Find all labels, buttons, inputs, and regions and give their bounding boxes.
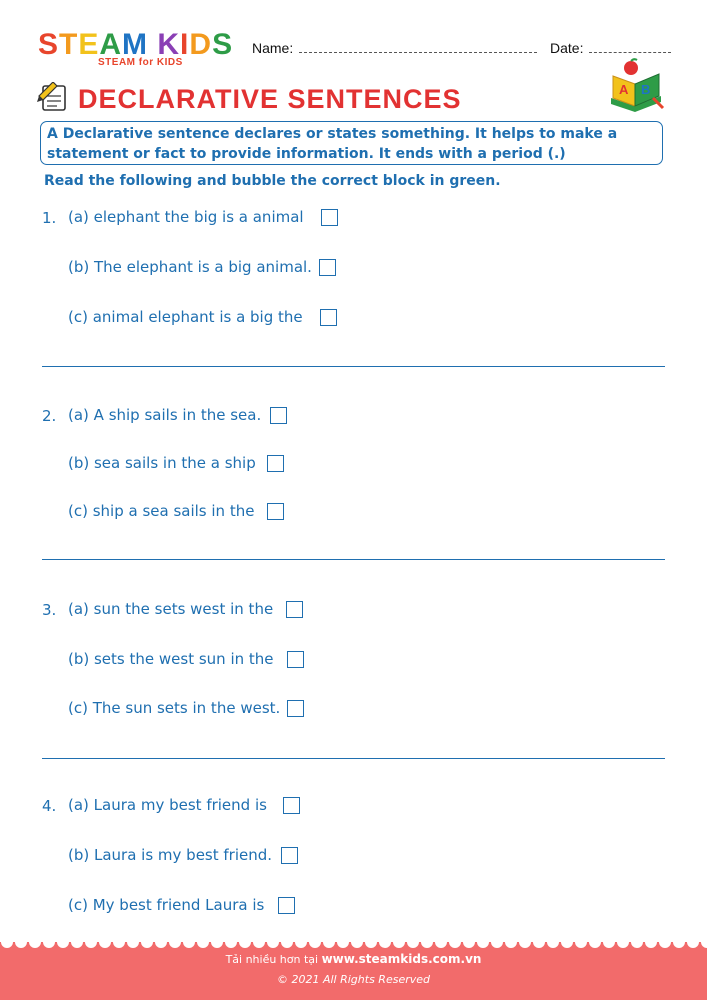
answer-checkbox[interactable] — [281, 847, 298, 864]
footer-more-text: Tải nhiều hơn tại — [225, 953, 322, 966]
answer-option-text: (c) My best friend Laura is — [68, 896, 265, 914]
logo-letter: D — [189, 28, 213, 61]
footer-copyright: © 2021 All Rights Reserved — [276, 973, 430, 986]
date-field[interactable] — [550, 40, 671, 56]
answer-option-text: (b) The elephant is a big animal. — [68, 258, 312, 276]
name-line[interactable] — [299, 43, 537, 53]
question-number: 2. — [42, 407, 57, 425]
answer-checkbox[interactable] — [283, 797, 300, 814]
answer-option-text: (a) elephant the big is a animal — [68, 208, 304, 226]
svg-text:A: A — [619, 82, 629, 97]
answer-checkbox[interactable] — [267, 503, 284, 520]
answer-option[interactable] — [68, 406, 287, 424]
name-field[interactable] — [252, 40, 537, 56]
answer-option-text: (b) sets the west sun in the — [68, 650, 274, 668]
logo-letter: M — [122, 28, 149, 61]
answer-checkbox[interactable] — [319, 259, 336, 276]
logo-letter: T — [59, 28, 79, 61]
instruction-text: Read the following and bubble the correct block in green. — [44, 173, 501, 189]
abc-books-icon — [607, 58, 665, 112]
definition-box: A Declarative sentence declares or states something. It helps to make a statement or fact to provide information. It ends with a period (.) — [40, 121, 663, 165]
date-line[interactable] — [589, 43, 671, 53]
answer-checkbox[interactable] — [287, 651, 304, 668]
logo-subtitle: STEAM for KIDS — [98, 57, 183, 68]
footer-website-link[interactable]: www.steamkids.com.vn — [321, 952, 482, 966]
footer-band — [0, 942, 707, 1000]
answer-option-text: (a) Laura my best friend is — [68, 796, 267, 814]
question-number: 3. — [42, 601, 57, 619]
answer-checkbox[interactable] — [320, 309, 337, 326]
name-label: Name: — [252, 40, 294, 56]
answer-option[interactable] — [68, 846, 298, 864]
answer-checkbox[interactable] — [270, 407, 287, 424]
answer-option[interactable] — [68, 796, 300, 814]
scallop-edge — [0, 942, 707, 952]
answer-option-text: (a) sun the sets west in the — [68, 600, 274, 618]
answer-option[interactable] — [68, 896, 295, 914]
section-divider — [42, 366, 665, 367]
answer-option[interactable] — [68, 258, 336, 276]
logo-letter: A — [99, 28, 123, 61]
answer-option-text: (c) ship a sea sails in the — [68, 502, 255, 520]
section-divider — [42, 559, 665, 560]
answer-option[interactable] — [68, 650, 304, 668]
answer-option-text: (b) Laura is my best friend. — [68, 846, 273, 864]
answer-option[interactable] — [68, 502, 284, 520]
question-number: 4. — [42, 797, 57, 815]
logo-letter — [148, 30, 157, 60]
steam-kids-logo — [38, 30, 238, 70]
logo-letter: E — [78, 28, 100, 61]
answer-checkbox[interactable] — [267, 455, 284, 472]
answer-option-text: (c) The sun sets in the west. — [68, 699, 281, 717]
answer-option[interactable] — [68, 454, 284, 472]
svg-text:B: B — [641, 82, 651, 97]
answer-checkbox[interactable] — [287, 700, 304, 717]
answer-option[interactable] — [68, 699, 304, 717]
logo-wordmark — [38, 30, 238, 60]
logo-letter: S — [212, 28, 234, 61]
answer-option-text: (a) A ship sails in the sea. — [68, 406, 262, 424]
footer-website-line — [0, 952, 707, 966]
question-number: 1. — [42, 209, 57, 227]
answer-checkbox[interactable] — [321, 209, 338, 226]
date-label: Date: — [550, 40, 584, 56]
page-title: DECLARATIVE SENTENCES — [78, 84, 462, 114]
logo-letter: K — [157, 28, 181, 61]
answer-checkbox[interactable] — [278, 897, 295, 914]
logo-letter: I — [180, 28, 190, 61]
section-divider — [42, 758, 665, 759]
answer-option-text: (b) sea sails in the a ship — [68, 454, 256, 472]
pencil-paper-icon — [37, 82, 69, 112]
answer-option[interactable] — [68, 308, 337, 326]
answer-option-text: (c) animal elephant is a big the — [68, 308, 303, 326]
logo-letter: S — [38, 28, 60, 61]
answer-option[interactable] — [68, 600, 303, 618]
answer-checkbox[interactable] — [286, 601, 303, 618]
answer-option[interactable] — [68, 208, 338, 226]
